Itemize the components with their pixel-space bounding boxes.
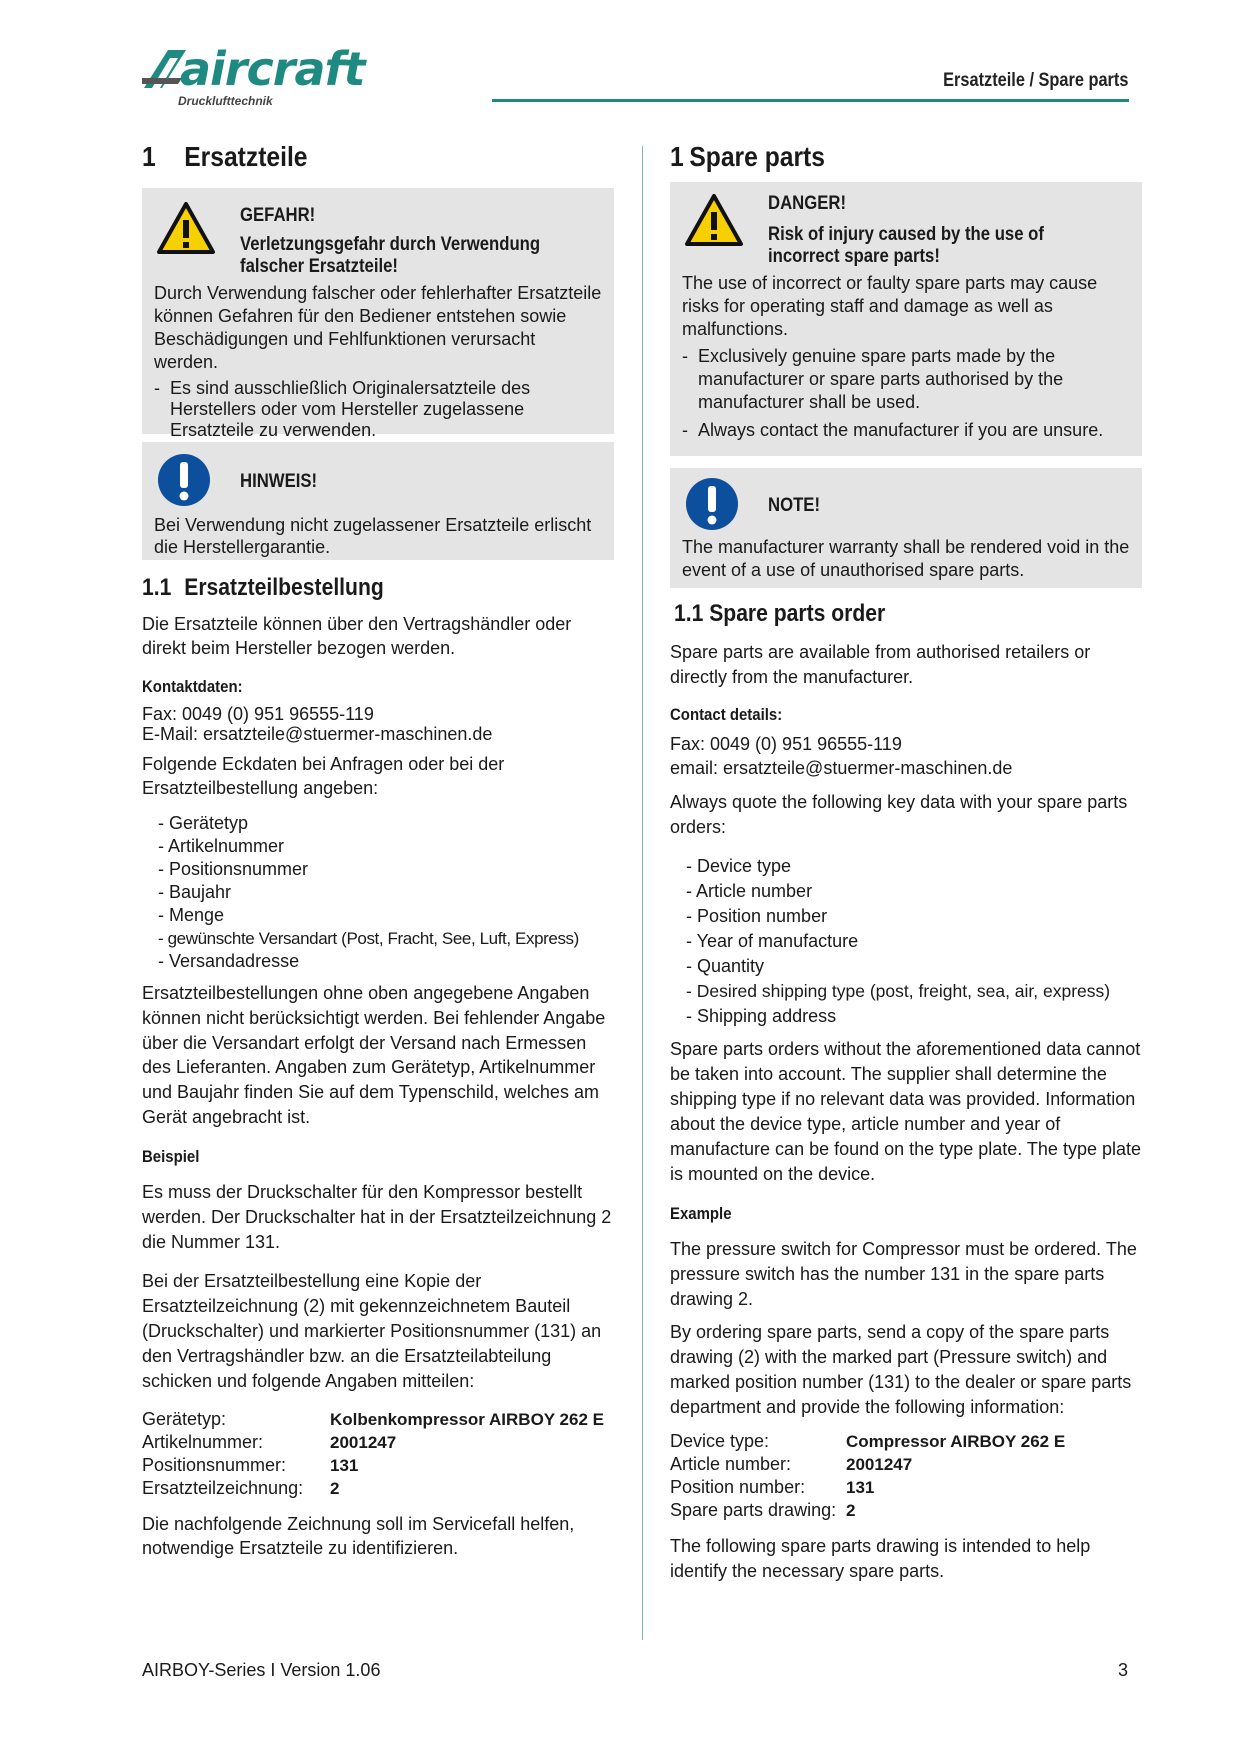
list-item: - Gerätetyp [158,812,614,835]
exclamation-icon [684,476,744,532]
table-row: Artikelnummer: 2001247 [142,1431,397,1452]
keydata-list [142,812,614,973]
copy-text: By ordering spare parts, send a copy of the spare parts drawing (2) with the marked part (Pressure switch) and marked position number (131) to the dealer or spare parts department and provide the following information: [670,1322,1132,1417]
keydata-intro: Always quote the following key data with your spare parts orders: [670,792,1128,837]
copy-text: Bei der Ersatzteilbestellung eine Kopie der Ersatzteilzeichnung (2) mit gekennzeichnetem Bauteil (Druckschalter) und markierter Positionsnummer (131) an den Vertragshändler bzw. an die Ersatzteilabteilung schicken und folgende Angaben mitteilen: [142,1270,602,1391]
section-heading: 1 Spare parts [670,141,825,172]
orders-text: Ersatzteilbestellungen ohne oben angegebene Angaben können nicht berücksichtigt werden. Bei fehlender Angabe über die Versandart erfolgt der Versand nach Ermessen des Lieferanten. Angaben zum Gerätetyp, Artikelnummer und Baujahr finden Sie auf dem Typenschild, welches am Gerät angebracht ist. [142,983,606,1127]
danger-list [682,345,1130,441]
note-box [670,468,1142,588]
list-item: - Artikelnummer [158,835,614,858]
english-column [670,138,1142,1584]
table-row: Positionsnummer: 131 [142,1454,359,1475]
intro-text: Spare parts are available from authorised retailers or directly from the manufacturer. [670,642,1091,687]
subsection-heading: 1.1 Spare parts order [674,600,886,627]
danger-title: DANGER! [768,193,847,214]
list-item: - Positionsnummer [158,858,614,881]
contact-label: Kontaktdaten: [142,677,243,696]
table-row: Position number: 131 [670,1477,875,1497]
list-item: - Always contact the manufacturer if you are unsure. [682,420,1130,441]
exclamation-icon [156,452,216,508]
list-item: - Shipping address [686,1004,1142,1029]
order-data-table [142,1408,604,1500]
danger-box [670,182,1142,456]
logo-subtext: Drucklufttechnik [178,94,273,108]
column-divider [642,146,643,1640]
german-column [142,138,614,1560]
orders-text: Spare parts orders without the aforementioned data cannot be taken into account. The supplier shall determine the shipping type if no relevant data was provided. Information about the device type, article number and year of manufacture can be found on the type plate. The type plate is mounted on the device. [670,1039,1141,1184]
danger-box [142,188,614,440]
example-text: Es muss der Druckschalter für den Kompressor bestellt werden. Der Druckschalter hat in der Ersatzteilzeichnung 2 die Nummer 131. [142,1181,612,1252]
section-heading: 1 Ersatzteile [142,141,308,172]
list-item: - gewünschte Versandart (Post, Fracht, See, Luft, Express) [158,927,614,950]
fax-text: Fax: 0049 (0) 951 96555-119 [670,734,902,754]
table-row: Article number: 2001247 [670,1454,913,1474]
example-text: The pressure switch for Compressor must be ordered. The pressure switch has the number 131 in the spare parts drawing 2. [670,1239,1137,1309]
logo-wordmark: aircraft [180,42,365,96]
note-box [142,442,614,560]
note-text: The manufacturer warranty shall be rendered void in the event of a use of unauthorised spare parts. [682,537,1130,580]
list-item: - Desired shipping type (post, freight, sea, air, express) [686,979,1142,1004]
table-row: Spare parts drawing: 2 [670,1500,856,1520]
list-item: - Year of manufacture [686,929,1142,954]
example-label: Beispiel [142,1146,200,1166]
intro-text: Die Ersatzteile können über den Vertragshändler oder direkt beim Hersteller bezogen werden. [142,614,572,658]
contact-label: Contact details: [670,705,783,724]
table-row: Ersatzteilzeichnung: 2 [142,1477,340,1498]
list-item: - Article number [686,879,1142,904]
aircraft-logo [142,42,372,108]
danger-subtitle: Verletzungsgefahr durch Verwendung falscher Ersatzteile! [240,234,541,277]
note-text: Bei Verwendung nicht zugelassener Ersatzteile erlischt die Herstellergarantie. [154,515,592,557]
closing-text: The following spare parts drawing is intended to help identify the necessary spare parts. [670,1536,1091,1581]
list-item: - Baujahr [158,881,614,904]
footer-version: AIRBOY-Series I Version 1.06 [142,1660,381,1680]
list-item: - Versandadresse [158,950,614,973]
danger-subtitle: Risk of injury caused by the use of incorrect spare parts! [768,224,1044,267]
list-item: - Menge [158,904,614,927]
list-item: - Device type [686,854,1142,879]
list-item: - Quantity [686,954,1142,979]
danger-text: Durch Verwendung falscher oder fehlerhafter Ersatzteile können Gefahren für den Bediener entstehen sowie Beschädigungen und Fehlfunktionen verursacht werden. [154,283,602,372]
danger-title: GEFAHR! [240,205,316,226]
table-row: Gerätetyp: Kolbenkompressor AIRBOY 262 E [142,1408,604,1429]
warning-triangle-icon [684,192,744,248]
note-title: NOTE! [768,495,821,516]
subsection-heading: 1.1 Ersatzteilbestellung [142,574,384,601]
fax-text: Fax: 0049 (0) 951 96555-119 [142,704,374,724]
list-item: - Exclusively genuine spare parts made by the manufacturer or spare parts authorised by the manufacturer shall be used. [682,345,1130,414]
keydata-intro: Folgende Eckdaten bei Anfragen oder bei der Ersatzteilbestellung angeben: [142,754,505,798]
closing-text: Die nachfolgende Zeichnung soll im Servicefall helfen, notwendige Ersatzteile zu identifizieren. [142,1513,575,1558]
header-rule [492,99,1129,102]
list-item: - Position number [686,904,1142,929]
page-number: 3 [1117,1660,1128,1680]
header-title: Ersatzteile / Spare parts [942,70,1128,91]
note-title: HINWEIS! [240,471,318,492]
warning-triangle-icon [156,200,216,256]
list-item: - Es sind ausschließlich Originalersatzteile des Herstellers oder vom Hersteller zugelassene Ersatzteile zu verwenden. [154,378,602,441]
danger-text: The use of incorrect or faulty spare parts may cause risks for operating staff and damage as well as malfunctions. [682,273,1098,339]
order-data-table [670,1430,1065,1522]
keydata-list [670,854,1142,1029]
email-text: E-Mail: ersatzteile@stuermer-maschinen.de [142,724,493,744]
example-label: Example [670,1204,732,1223]
email-text: email: ersatzteile@stuermer-maschinen.de [670,758,1013,778]
table-row: Device type: Compressor AIRBOY 262 E [670,1431,1066,1451]
